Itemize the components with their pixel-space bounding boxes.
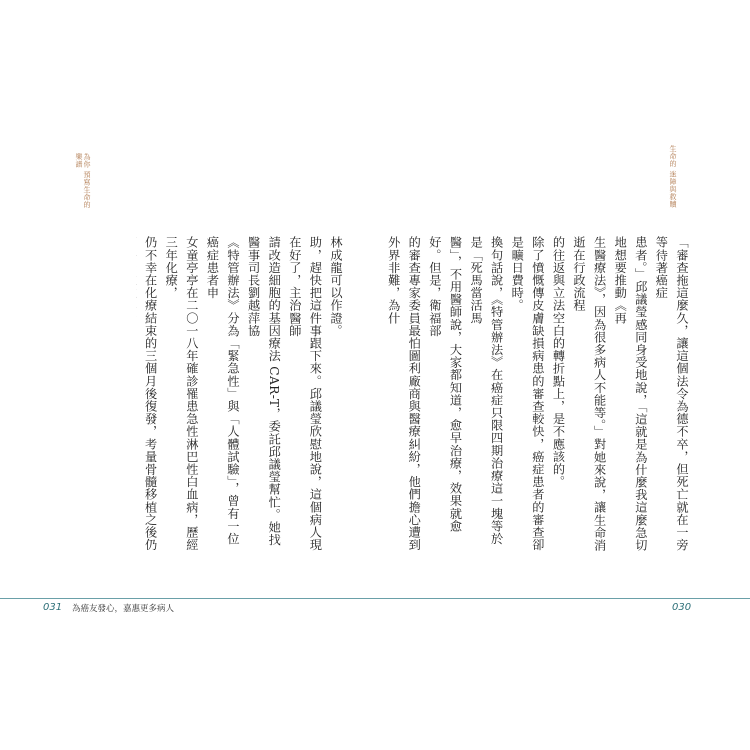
page-number-left: 031 — [43, 602, 63, 613]
footer-chapter-title: 為癌友發心，嘉惠更多病人 — [72, 604, 175, 614]
running-header-right: 生命的 迷障與救贖 — [669, 145, 677, 208]
page-number-right: 030 — [672, 602, 692, 613]
footer-rule-left — [0, 598, 375, 599]
right-page — [375, 0, 750, 750]
body-text-left: 林成龍可以作證。 助，趕快把這件事跟下來。邱議瑩欣慰地說，這個病人現在好了，主治醫師 請改造細胞的基因療法 CAR-T，委託邱議瑩幫忙。她找醫事司長劉越萍協 《特管辦法》分為「緊急性」與「人體試驗」，曾有一位癌症患者申 女童亭亭在二〇一八年確診罹患急性淋巴性白血病，歷經三年化療， 仍不幸在化療結束的三個月後復發，考量骨髓移植之後仍 — [143, 236, 343, 551]
running-header-left: 為你 預寫生命的 樂譜 — [75, 153, 91, 209]
footer-rule-right — [375, 598, 750, 599]
body-text-right: 「審查拖這麼久，讓這個法令為德不卒，但死亡就在一旁等待著癌症 患者。」邱議瑩感同身受地說，「這就是為什麼我這麼急切地想要推動《再 生醫療法》，因為很多病人不能等。」對她來說，讓生命消逝在行政流程 的往返與立法空白的轉折點上，是不應該的。 除了憤慨傳皮膚缺損病患的審查較快，癌症患者的審查卻是曠日費時。 換句話說，《特管辦法》在癌症只限四期治療這一塊等於是「死馬當活馬 醫」，不用醫師說，大家都知道，愈早治療，效果就愈好。但是，衛福部 的審查專家委員最怕圖利廠商與醫療糾紛，他們擔心遭到外界非難，為什 — [386, 236, 689, 552]
